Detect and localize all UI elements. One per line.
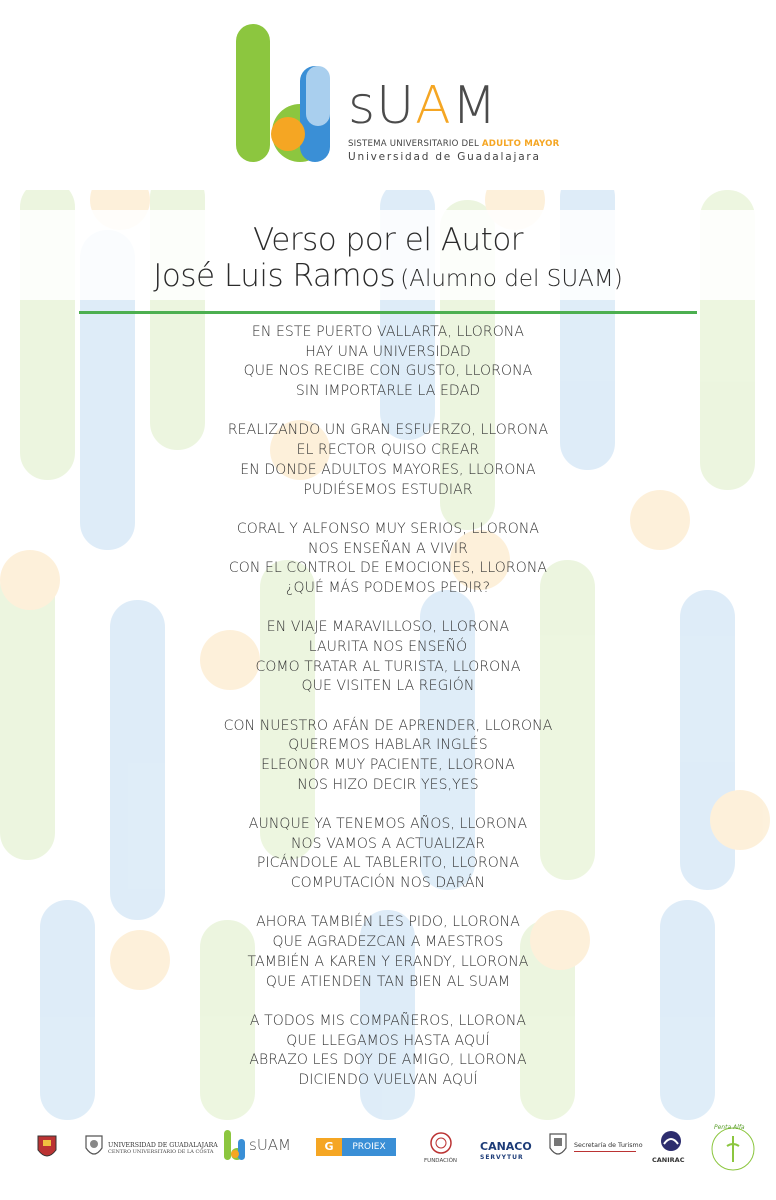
verse-line: PUDIÉSEMOS ESTUDIAR	[303, 481, 473, 498]
verse-line: NOS VAMOS A ACTUALIZAR	[290, 835, 486, 852]
verse-line: TAMBIÉN A KAREN Y ERANDY, LLORONA	[247, 953, 529, 970]
udg-crest-icon	[36, 1134, 58, 1162]
verse-line: NOS HIZO DECIR YES,YES	[297, 776, 479, 793]
author-note: (Alumno del SUAM)	[400, 266, 623, 292]
poem-body	[0, 323, 776, 1110]
proiex-logo: G PROIEX	[316, 1138, 396, 1156]
verse-line: EL RECTOR QUISO CREAR	[296, 442, 480, 459]
jalisco-crest-icon	[548, 1132, 568, 1160]
verse-line: SIN IMPORTARLE LA EDAD	[295, 383, 481, 400]
suam-wordmark: sUAM	[348, 76, 498, 136]
sponsor-logos	[0, 1118, 776, 1200]
verse-line: EN VIAJE MARAVILLOSO, LLORONA	[266, 619, 510, 636]
verse-line: AHORA TAMBIÉN LES PIDO, LLORONA	[256, 914, 520, 931]
stanza	[0, 1012, 776, 1091]
stanza	[0, 717, 776, 796]
verse-line: EN ESTE PUERTO VALLARTA, LLORONA	[251, 324, 525, 340]
verse-line: QUE NOS RECIBE CON GUSTO, LLORONA	[243, 363, 533, 380]
canirac-icon	[660, 1130, 682, 1152]
turismo-label: Secretaría de Turismo	[574, 1142, 643, 1149]
poem-title: Verso por el Autor	[252, 222, 524, 258]
canirac-label: CANIRAC	[652, 1156, 685, 1164]
suam-subtitle: SISTEMA UNIVERSITARIO DEL ADULTO MAYOR	[348, 139, 560, 149]
verse-line: COMPUTACIÓN NOS DARÁN	[290, 875, 486, 892]
penta-alfa-label: Penta Alfa	[714, 1124, 745, 1131]
verse-line: EN DONDE ADULTOS MAYORES, LLORONA	[240, 461, 536, 478]
stanza	[0, 421, 776, 500]
verse-line: A TODOS MIS COMPAÑEROS, LLORONA	[249, 1012, 527, 1029]
verse-line: LAURITA NOS ENSEÑÓ	[308, 638, 468, 655]
suam-small-icon	[224, 1130, 248, 1162]
stanza	[0, 520, 776, 599]
verse-line: CON NUESTRO AFÁN DE APRENDER, LLORONA	[223, 717, 553, 734]
verse-line: ABRAZO LES DOY DE AMIGO, LLORONA	[249, 1052, 527, 1069]
stanza	[0, 913, 776, 992]
stanza	[0, 323, 776, 402]
verse-line: QUE AGRADEZCAN A MAESTROS	[272, 934, 504, 951]
fundacion-label: FUNDACIÓN	[424, 1158, 458, 1164]
university-name: Universidad de Guadalajara	[348, 151, 541, 163]
verse-line: ELEONOR MUY PACIENTE, LLORONA	[261, 757, 515, 774]
verse-line: HAY UNA UNIVERSIDAD	[305, 343, 471, 360]
author-name: José Luis Ramos	[153, 258, 396, 294]
verse-line: CON EL CONTROL DE EMOCIONES, LLORONA	[228, 560, 548, 577]
servytur-label: SERVYTUR	[480, 1154, 524, 1161]
udg-logo: UNIVERSIDAD DE GUADALAJARA CENTRO UNIVERSITARIO DE LA COSTA	[108, 1142, 218, 1155]
fundacion-seal-icon	[430, 1132, 452, 1154]
canaco-logo: CANACO	[480, 1140, 532, 1153]
poem-author	[0, 258, 776, 294]
verse-line: COMO TRATAR AL TURISTA, LLORONA	[255, 658, 521, 675]
verse-line: NOS ENSEÑAN A VIVIR	[308, 540, 468, 557]
verse-line: QUEREMOS HABLAR INGLÉS	[288, 737, 488, 754]
verse-line: REALIZANDO UN GRAN ESFUERZO, LLORONA	[227, 422, 549, 439]
turismo-underline	[574, 1151, 636, 1152]
verse-line: QUE VISITEN LA REGIÓN	[301, 678, 475, 695]
stanza	[0, 815, 776, 894]
suam-mark-icon	[236, 24, 346, 169]
suam-small-wordmark: sUAM	[249, 1136, 291, 1154]
verse-line: CORAL Y ALFONSO MUY SERIOS, LLORONA	[236, 520, 540, 537]
verse-line: DICIENDO VUELVAN AQUÍ	[298, 1071, 478, 1088]
stanza	[0, 618, 776, 697]
cucosta-crest-icon	[84, 1134, 104, 1160]
verse-line: QUE LLEGAMOS HASTA AQUÍ	[286, 1032, 490, 1049]
verse-line: ¿QUÉ MÁS PODEMOS PEDIR?	[285, 579, 491, 596]
verse-line: AUNQUE YA TENEMOS AÑOS, LLORONA	[248, 816, 528, 833]
penta-alfa-icon	[710, 1126, 756, 1172]
suam-logo	[236, 24, 560, 174]
verse-line: QUE ATIENDEN TAN BIEN AL SUAM	[265, 973, 511, 990]
title-divider	[79, 311, 697, 314]
verse-line: PICÁNDOLE AL TABLERITO, LLORONA	[256, 855, 520, 872]
